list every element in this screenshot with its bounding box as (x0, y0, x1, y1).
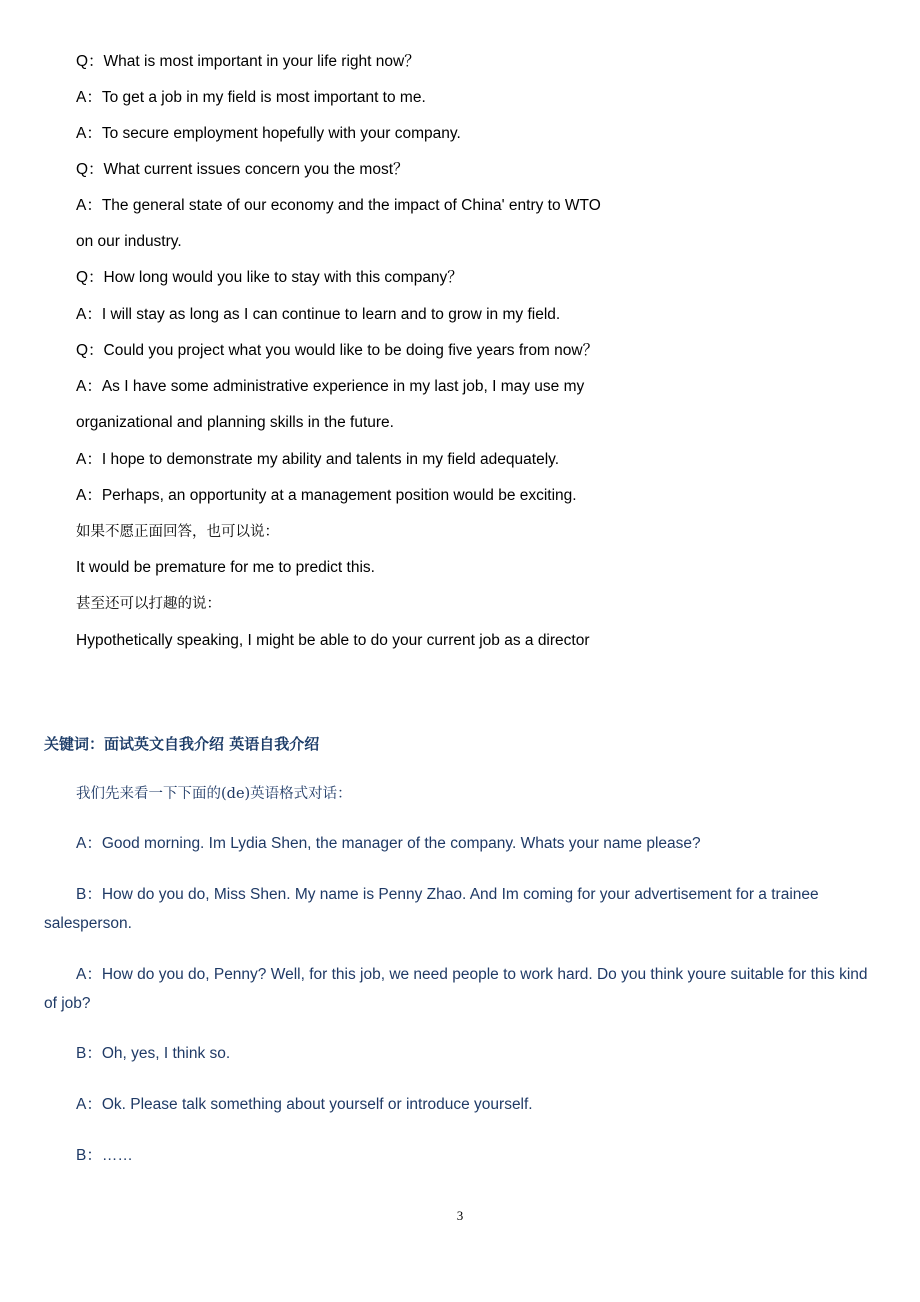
dialogue-line: B：Oh, yes, I think so. (76, 1045, 231, 1062)
dialogue-line: B：…… (76, 1147, 133, 1164)
dialogue-intro: 我们先来看一下下面的(de)英语格式对话： (76, 786, 352, 802)
dialogue-line: B：How do you do, Miss Shen. My name is Penny Zhao. And Im coming for your advertisement for a trainee salesperson. (44, 886, 819, 932)
page-number: 3 (456, 1208, 464, 1223)
qa-line: on our industry. (76, 233, 182, 250)
qa-line: A：To secure employment hopefully with your company. (76, 125, 461, 142)
qa-line: Q：Could you project what you would like to be doing five years from now？ (76, 342, 599, 359)
qa-line: Q：What current issues concern you the most？ (76, 161, 409, 178)
qa-line: Q：What is most important in your life right now？ (76, 53, 420, 70)
qa-line: A：The general state of our economy and the impact of China' entry to WTO (76, 197, 601, 214)
dialogue-line: A：How do you do, Penny? Well, for this job, we need people to work hard. Do you think youre suitable for this kind of job? (44, 966, 868, 1012)
qa-line: Q：How long would you like to stay with this company？ (76, 269, 463, 286)
qa-line: Hypothetically speaking, I might be able to do your current job as a director (76, 632, 590, 649)
qa-line: It would be premature for me to predict this. (76, 559, 375, 576)
qa-line: A：Perhaps, an opportunity at a management position would be exciting. (76, 487, 577, 504)
qa-line: A：To get a job in my field is most important to me. (76, 89, 426, 106)
dialogue-line: A：Ok. Please talk something about yourself or introduce yourself. (76, 1096, 533, 1113)
qa-line: A：I hope to demonstrate my ability and talents in my field adequately. (76, 451, 560, 468)
qa-line: A：I will stay as long as I can continue to learn and to grow in my field. (76, 306, 561, 323)
qa-line-chinese: 如果不愿正面回答，也可以说： (76, 524, 279, 540)
qa-line: A：As I have some administrative experience in my last job, I may use my (76, 378, 585, 395)
qa-line-chinese: 甚至还可以打趣的说： (76, 596, 221, 612)
dialogue-line: A：Good morning. Im Lydia Shen, the manager of the company. Whats your name please? (76, 835, 701, 852)
qa-line: organizational and planning skills in the future. (76, 414, 394, 431)
keywords-heading: 关键词：面试英文自我介绍 英语自我介绍 (44, 735, 320, 753)
